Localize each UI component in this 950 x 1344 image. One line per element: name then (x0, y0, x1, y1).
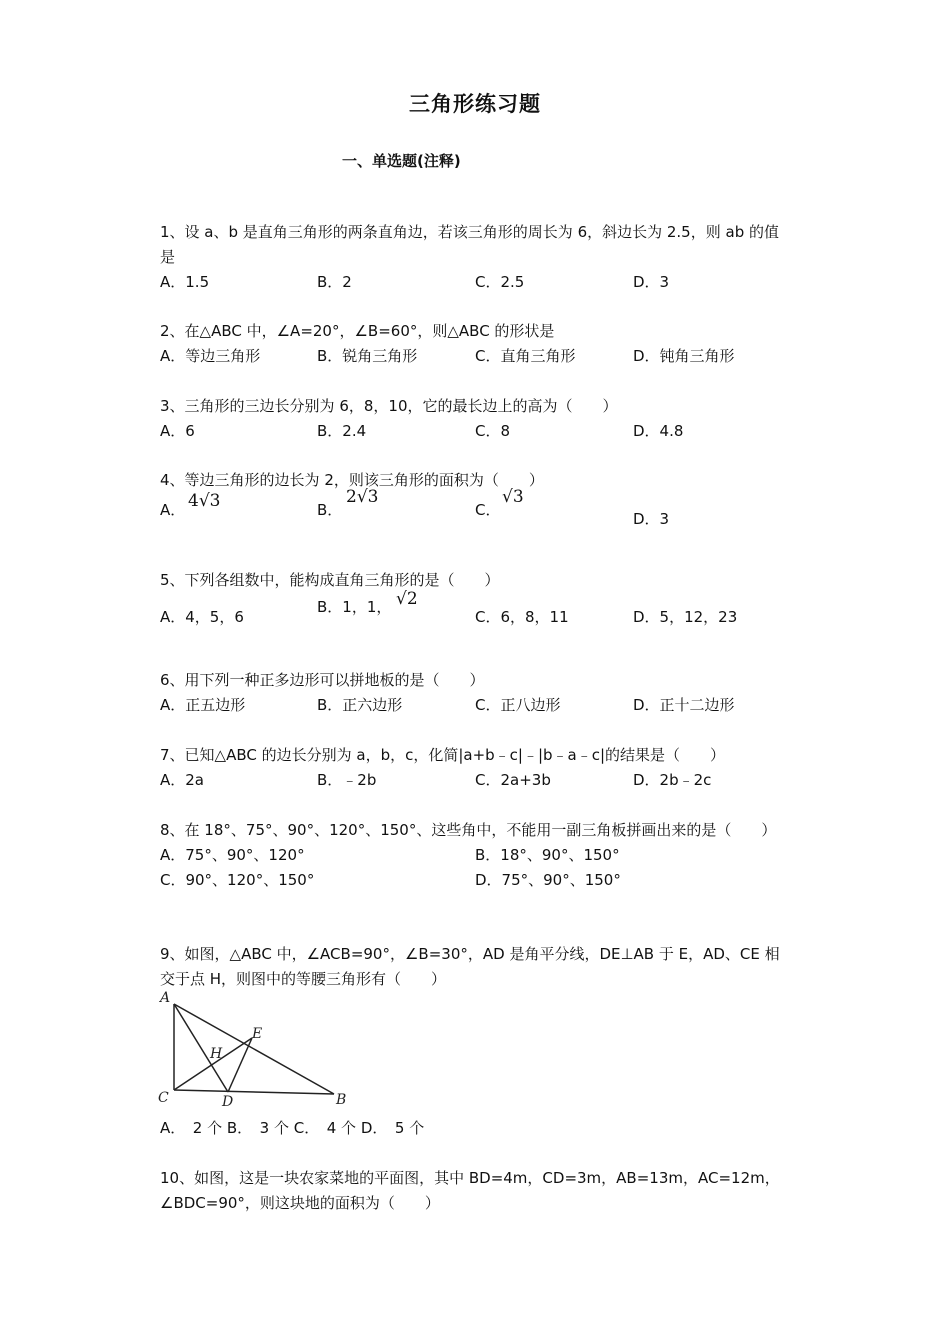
option-c: C． 4 个 (293, 1119, 357, 1137)
option-d: D．3 (633, 510, 670, 528)
option-b: B．2.4 (317, 422, 367, 440)
option-a: A．4，5，6 (160, 608, 244, 626)
label-d: D (222, 1094, 234, 1108)
question-stem: 8、在 18°、75°、90°、120°、150°、这些角中，不能用一副三角板拼画出来的是（ ） (160, 821, 777, 839)
option-a: A．6 (160, 422, 195, 440)
option-d: D．正十二边形 (633, 696, 735, 714)
question-stem: 1、设 a、b 是直角三角形的两条直角边，若该三角形的周长为 6，斜边长为 2.5，则 ab 的值是 (160, 223, 779, 266)
option-a: A．1.5 (160, 273, 210, 291)
question-1 (160, 220, 790, 295)
section-heading: 一、单选题(注释) (342, 152, 461, 170)
question-9-options (160, 1116, 790, 1141)
label-h: H (210, 1046, 223, 1062)
triangle-figure (158, 986, 358, 1108)
option-b: B．﹣2b (317, 771, 377, 789)
label-b: B (336, 1092, 347, 1108)
label-a: A (160, 990, 171, 1006)
radical-root-2: √2 (396, 589, 418, 609)
option-a: A．2a (160, 771, 204, 789)
option-a: A． 2 个 (160, 1119, 223, 1137)
option-d: D．75°、90°、150° (475, 871, 621, 889)
option-c: C．6，8，11 (475, 608, 569, 626)
question-2 (160, 319, 790, 369)
option-c: C．直角三角形 (475, 347, 576, 365)
option-c: C．正八边形 (475, 696, 561, 714)
radical-root-3: √3 (502, 487, 524, 507)
question-9 (160, 942, 790, 992)
option-d: D．4.8 (633, 422, 684, 440)
page-title: 三角形练习题 (409, 92, 541, 116)
question-5 (160, 568, 790, 633)
question-8 (160, 818, 790, 893)
option-c: C．90°、120°、150° (160, 871, 315, 889)
option-c: C． (475, 501, 501, 519)
option-c: C．2a+3b (475, 771, 551, 789)
option-d: D． 5 个 (360, 1119, 425, 1137)
question-6 (160, 668, 790, 718)
question-stem: 9、如图，△ABC 中，∠ACB=90°，∠B=30°，AD 是角平分线，DE⊥AB 于 E，AD、CE 相交于点 H，则图中的等腰三角形有（ ） (160, 945, 780, 988)
option-b: B．锐角三角形 (317, 347, 418, 365)
question-stem: 5、下列各组数中，能构成直角三角形的是（ ） (160, 571, 500, 589)
question-stem: 4、等边三角形的边长为 2，则该三角形的面积为（ ） (160, 471, 544, 489)
segment-cb (174, 1090, 334, 1094)
option-b: B． (317, 501, 343, 519)
question-stem: 7、已知△ABC 的边长分别为 a，b，c，化简|a+b﹣c|﹣|b﹣a﹣c|的结果是（ ） (160, 746, 726, 764)
option-d: D．2b﹣2c (633, 771, 712, 789)
option-b: B．1，1， (317, 598, 392, 616)
option-b: B．2 (317, 273, 352, 291)
question-3 (160, 394, 790, 444)
radical-2-root-3: 2√3 (346, 487, 379, 507)
option-a: A．75°、90°、120° (160, 846, 305, 864)
option-b: B．正六边形 (317, 696, 403, 714)
option-d: D．5，12，23 (633, 608, 738, 626)
option-a: A． (160, 501, 186, 519)
question-10 (160, 1166, 790, 1216)
option-b: B．18°、90°、150° (475, 846, 620, 864)
question-stem: 6、用下列一种正多边形可以拼地板的是（ ） (160, 671, 485, 689)
option-c: C．2.5 (475, 273, 525, 291)
option-d: D．钝角三角形 (633, 347, 735, 365)
question-7 (160, 743, 790, 793)
option-a: A．正五边形 (160, 696, 246, 714)
option-a: A．等边三角形 (160, 347, 261, 365)
option-b: B． 3 个 (226, 1119, 289, 1137)
option-d: D．3 (633, 273, 670, 291)
radical-4-root-3: 4√3 (188, 491, 221, 511)
question-stem: 2、在△ABC 中，∠A=20°，∠B=60°，则△ABC 的形状是 (160, 322, 555, 340)
option-c: C．8 (475, 422, 511, 440)
label-c: C (158, 1090, 169, 1106)
segment-ab (174, 1004, 334, 1094)
label-e: E (252, 1026, 263, 1042)
question-stem: 10、如图，这是一块农家菜地的平面图，其中 BD=4m，CD=3m，AB=13m，AC=12m，∠BDC=90°，则这块地的面积为（ ） (160, 1169, 780, 1212)
question-stem: 3、三角形的三边长分别为 6，8，10，它的最长边上的高为（ ） (160, 397, 618, 415)
question-4 (160, 468, 790, 533)
